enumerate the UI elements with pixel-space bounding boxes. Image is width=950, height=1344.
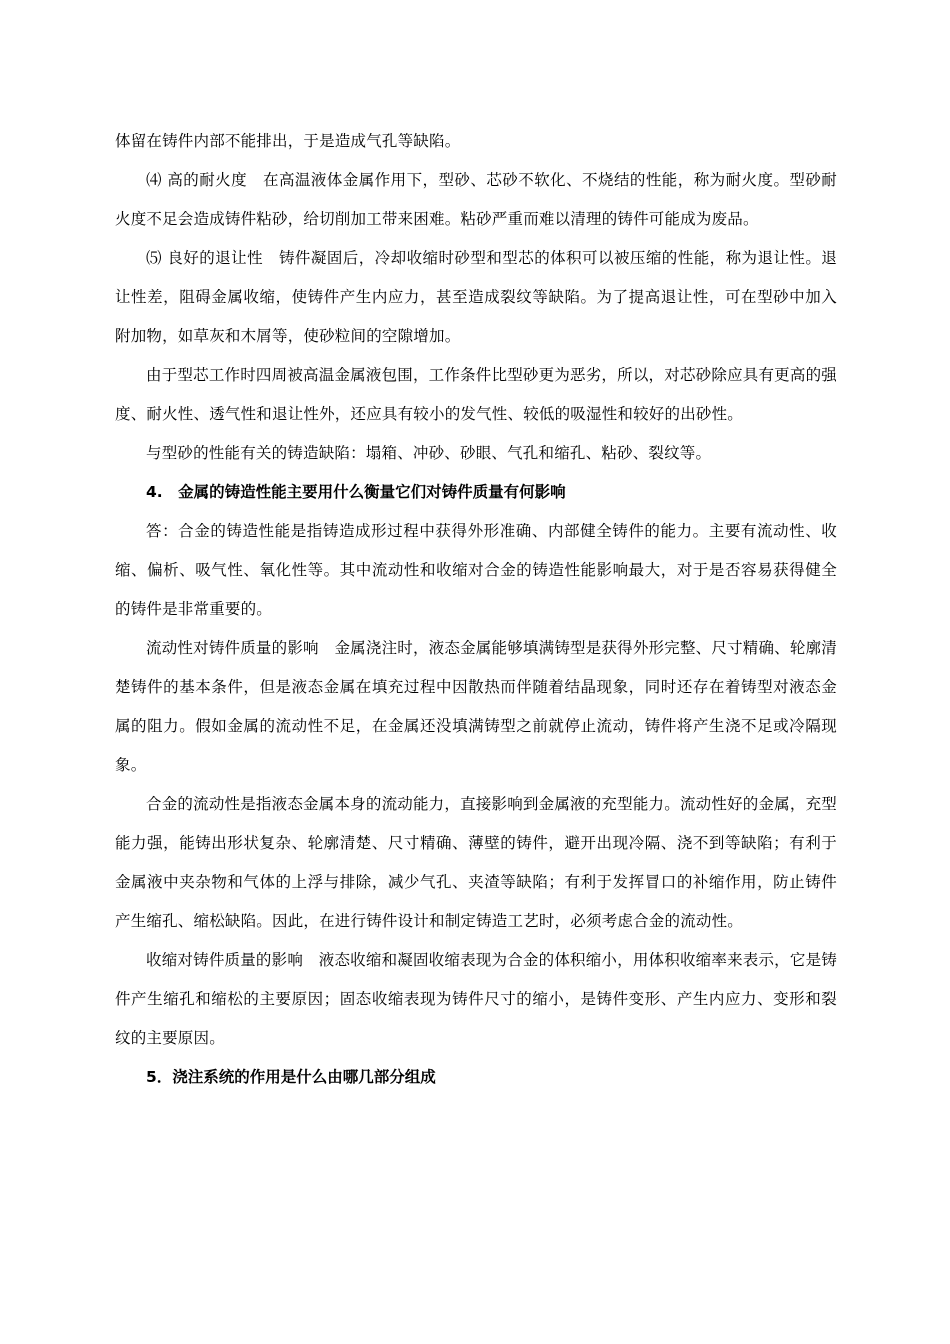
- paragraph-fluidity-effect: 流动性对铸件质量的影响 金属浇注时，液态金属能够填满铸型是获得外形完整、尺寸精确、轮廓清楚铸件的基本条件，但是液态金属在填充过程中因散热而伴随着结晶现象，同时还存在着铸型对液态金属的阻力。假如金属的流动性不足，在金属还没填满铸型之前就停止流动，铸件将产生浇不足或冷隔现象。: [115, 639, 837, 774]
- question-heading-4: 4. 金属的铸造性能主要用什么衡量它们对铸件质量有何影响: [146, 483, 566, 501]
- paragraph-shrinkage-effect: 收缩对铸件质量的影响 液态收缩和凝固收缩表现为合金的体积缩小，用体积收缩率来表示，它是铸件产生缩孔和缩松的主要原因；固态收缩表现为铸件尺寸的缩小，是铸件变形、产生内应力、变形和裂纹的主要原因。: [115, 951, 837, 1047]
- paragraph-continuation: 体留在铸件内部不能排出，于是造成气孔等缺陷。: [115, 132, 461, 150]
- paragraph-answer-4: 答：合金的铸造性能是指铸造成形过程中获得外形准确、内部健全铸件的能力。主要有流动性、收缩、偏析、吸气性、氧化性等。其中流动性和收缩对合金的铸造性能影响最大，对于是否容易获得健全的铸件是非常重要的。: [115, 522, 837, 618]
- paragraph-core-sand: 由于型芯工作时四周被高温金属液包围，工作条件比型砂更为恶劣，所以，对芯砂除应具有更高的强度、耐火性、透气性和退让性外，还应具有较小的发气性、较低的吸湿性和较好的出砂性。: [115, 366, 837, 423]
- paragraph-refractoriness: ⑷ 高的耐火度 在高温液体金属作用下，型砂、芯砂不软化、不烧结的性能，称为耐火度。型砂耐火度不足会造成铸件粘砂，给切削加工带来困难。粘砂严重而难以清理的铸件可能成为废品。: [115, 171, 837, 228]
- document-body: [115, 122, 837, 1097]
- paragraph-casting-defects: 与型砂的性能有关的铸造缺陷：塌箱、冲砂、砂眼、气孔和缩孔、粘砂、裂纹等。: [146, 444, 712, 462]
- paragraph-alloy-fluidity: 合金的流动性是指液态金属本身的流动能力，直接影响到金属液的充型能力。流动性好的金属，充型能力强，能铸出形状复杂、轮廓清楚、尺寸精确、薄壁的铸件，避开出现冷隔、浇不到等缺陷；有利于金属液中夹杂物和气体的上浮与排除，减少气孔、夹渣等缺陷；有利于发挥冒口的补缩作用，防止铸件产生缩孔、缩松缺陷。因此，在进行铸件设计和制定铸造工艺时，必须考虑合金的流动性。: [115, 795, 837, 930]
- paragraph-collapsibility: ⑸ 良好的退让性 铸件凝固后，冷却收缩时砂型和型芯的体积可以被压缩的性能，称为退让性。退让性差，阻碍金属收缩，使铸件产生内应力，甚至造成裂纹等缺陷。为了提高退让性，可在型砂中加入附加物，如草灰和木屑等，使砂粒间的空隙增加。: [115, 249, 837, 345]
- question-heading-5: 5．浇注系统的作用是什么由哪几部分组成: [146, 1068, 436, 1086]
